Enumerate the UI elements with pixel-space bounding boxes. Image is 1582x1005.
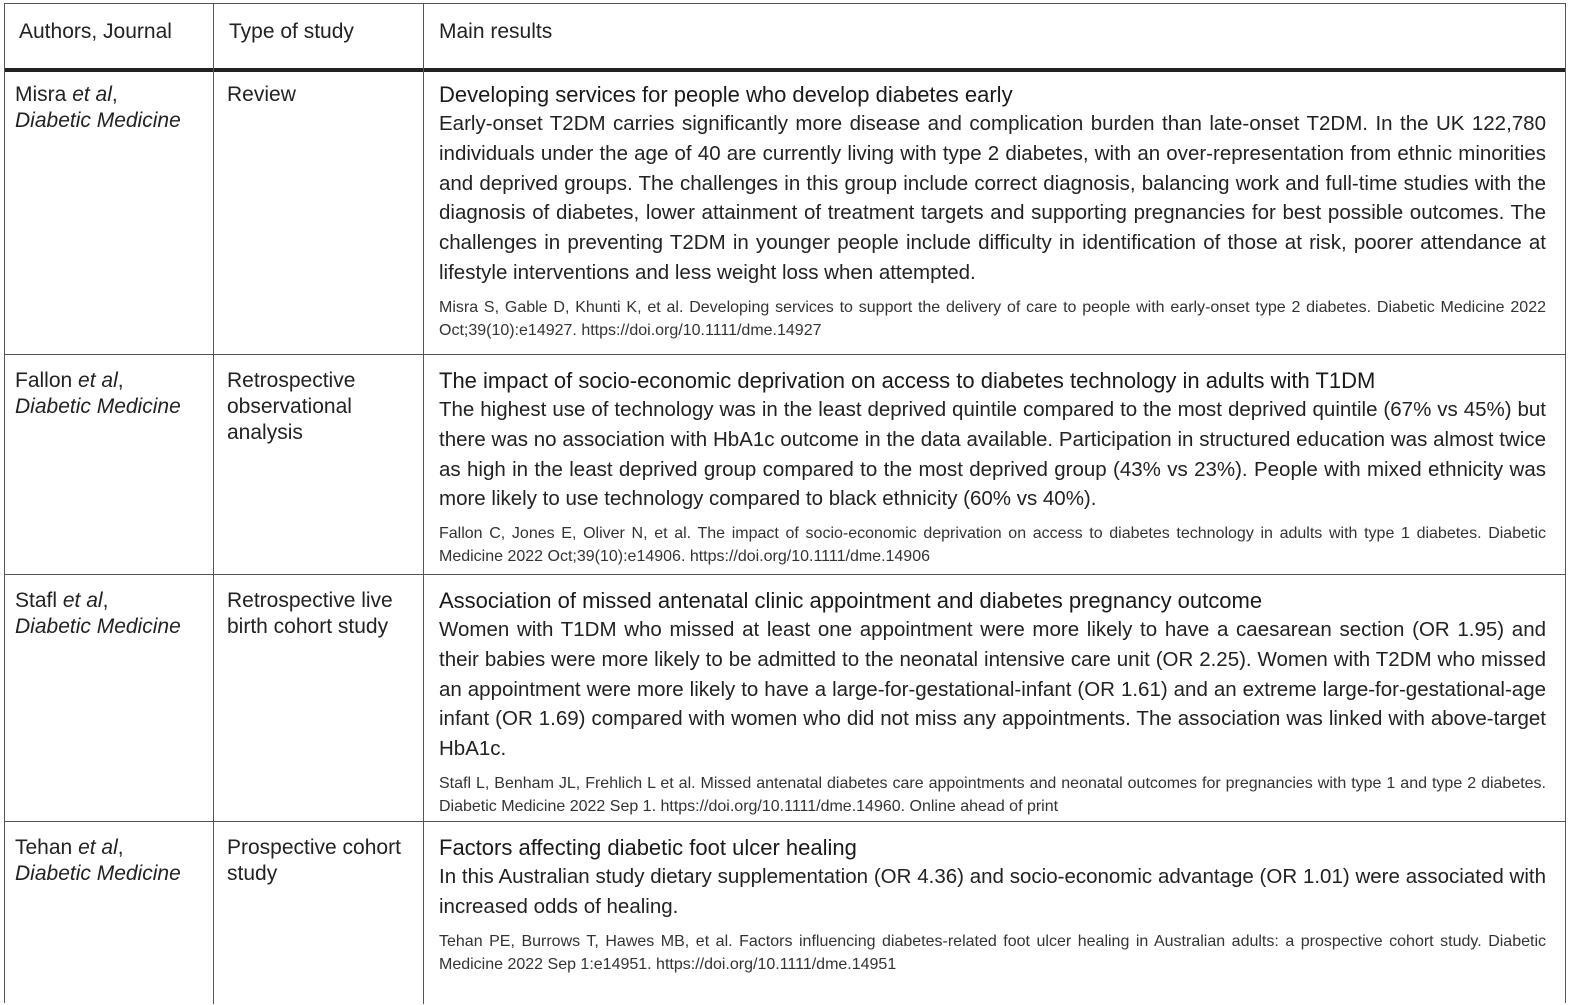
author-comma: ,: [102, 589, 109, 612]
author-comma: ,: [117, 836, 124, 859]
type-cell: [214, 574, 424, 821]
header-cell-type: [214, 4, 424, 68]
author-name: Misra: [15, 83, 67, 106]
journal-name: Diabetic Medicine: [15, 395, 181, 418]
results-cell: [424, 821, 1565, 1004]
result-body: The highest use of technology was in the least deprived quintile compared to the most deprived quintile (67% vs 45%) but there was no association with HbA1c outcome in the data available. Participation in structured education was almost twice as high in the least deprived group compared to the most deprived group (43% vs 23%). People with mixed ethnicity was more likely to use technology compared to black ethnicity (60% vs 40%).: [439, 398, 1546, 511]
result-reference: Misra S, Gable D, Khunti K, et al. Developing services to support the delivery of care to people with early-onset type 2 diabetes. Diabetic Medicine 2022 Oct;39(10):e14927. https://doi.org/10.1111/dme.14927: [439, 298, 1546, 339]
results-cell: [424, 354, 1565, 574]
table-row: [5, 354, 1565, 575]
author-cell: [5, 574, 214, 821]
header-cell-results: [424, 4, 1565, 68]
author-cell: [5, 68, 214, 354]
author-journal: [15, 368, 181, 420]
results-content: [439, 834, 1546, 976]
author-etal: et al: [72, 83, 112, 106]
result-title: Factors affecting diabetic foot ulcer healing: [439, 835, 857, 860]
author-cell: [5, 821, 214, 1004]
result-title: Association of missed antenatal clinic appointment and diabetes pregnancy outcome: [439, 588, 1263, 613]
header-authors-label: Authors, Journal: [19, 20, 172, 43]
header-cell-authors: [5, 4, 214, 68]
studies-table: [4, 3, 1566, 1003]
journal-name: Diabetic Medicine: [15, 862, 181, 885]
journal-name: Diabetic Medicine: [15, 615, 181, 638]
header-type-label: Type of study: [229, 20, 354, 43]
study-type: Prospective cohort study: [227, 836, 401, 885]
study-type: Review: [227, 83, 296, 106]
author-etal: et al: [78, 369, 118, 392]
results-cell: [424, 574, 1565, 821]
author-journal: [15, 82, 181, 134]
table-row: [5, 68, 1565, 355]
study-type: Retrospective live birth cohort study: [227, 589, 393, 638]
result-reference: Stafl L, Benham JL, Frehlich L et al. Missed antenatal diabetes care appointments and neonatal outcomes for pregnancies with type 1 and type 2 diabetes. Diabetic Medicine 2022 Sep 1. https://doi.org/10.1111/dme.14960. Online ahead of print: [439, 774, 1546, 815]
study-type: Retrospective observational analysis: [227, 369, 356, 444]
result-reference: Fallon C, Jones E, Oliver N, et al. The impact of socio-economic deprivation on access to diabetes technology in adults with type 1 diabetes. Diabetic Medicine 2022 Oct;39(10):e14906. https://doi.org/10.1111/dme.14906: [439, 525, 1546, 566]
header-results-label: Main results: [439, 20, 553, 43]
author-name: Tehan: [15, 836, 73, 859]
type-cell: [214, 354, 424, 574]
author-journal: [15, 588, 181, 640]
author-comma: ,: [111, 83, 118, 106]
results-content: [439, 81, 1546, 342]
author-cell: [5, 354, 214, 574]
results-content: [439, 587, 1546, 818]
author-name: Stafl: [15, 589, 58, 612]
author-name: Fallon: [15, 369, 73, 392]
result-body: Early-onset T2DM carries significantly more disease and complication burden than late-onset T2DM. In the UK 122,780 individuals under the age of 40 are currently living with type 2 diabetes, with an over-representation from ethnic minorities and deprived groups. The challenges in this group include correct diagnosis, balancing work and full-time studies with the diagnosis of diabetes, lower attainment of treatment targets and supporting pregnancies for best possible outcomes. The challenges in preventing T2DM in younger people include difficulty in identification of those at risk, poorer attendance at lifestyle interventions and less weight loss when attempted.: [439, 112, 1546, 284]
type-cell: [214, 68, 424, 354]
result-title: Developing services for people who develop diabetes early: [439, 82, 1013, 107]
result-body: In this Australian study dietary supplementation (OR 4.36) and socio-economic advantage (OR 1.01) were associated with increased odds of healing.: [439, 865, 1546, 918]
type-cell: [214, 821, 424, 1004]
journal-name: Diabetic Medicine: [15, 109, 181, 132]
author-comma: ,: [117, 369, 124, 392]
result-title: The impact of socio-economic deprivation on access to diabetes technology in adults with T1DM: [439, 368, 1376, 393]
table-header: [5, 4, 1565, 72]
results-cell: [424, 68, 1565, 354]
author-journal: [15, 835, 181, 887]
author-etal: et al: [62, 589, 103, 612]
result-body: Women with T1DM who missed at least one appointment were more likely to have a caesarean section (OR 1.95) and their babies were more likely to be admitted to the neonatal intensive care unit (OR 2.25). Women with T2DM who missed an appointment were more likely to have a large-for-gestational-infant (OR 1.61) and an extreme large-for-gestational-age infant (OR 1.69) compared with women who did not miss any appointments. The association was linked with above-target HbA1c.: [439, 618, 1546, 761]
result-reference: Tehan PE, Burrows T, Hawes MB, et al. Factors influencing diabetes-related foot ulcer healing in Australian adults: a prospective cohort study. Diabetic Medicine 2022 Sep 1:e14951. https://doi.org/10.1111/dme.14951: [439, 932, 1546, 973]
author-etal: et al: [78, 836, 118, 859]
results-content: [439, 367, 1546, 568]
table-row: [5, 574, 1565, 822]
table-row: [5, 821, 1565, 1004]
